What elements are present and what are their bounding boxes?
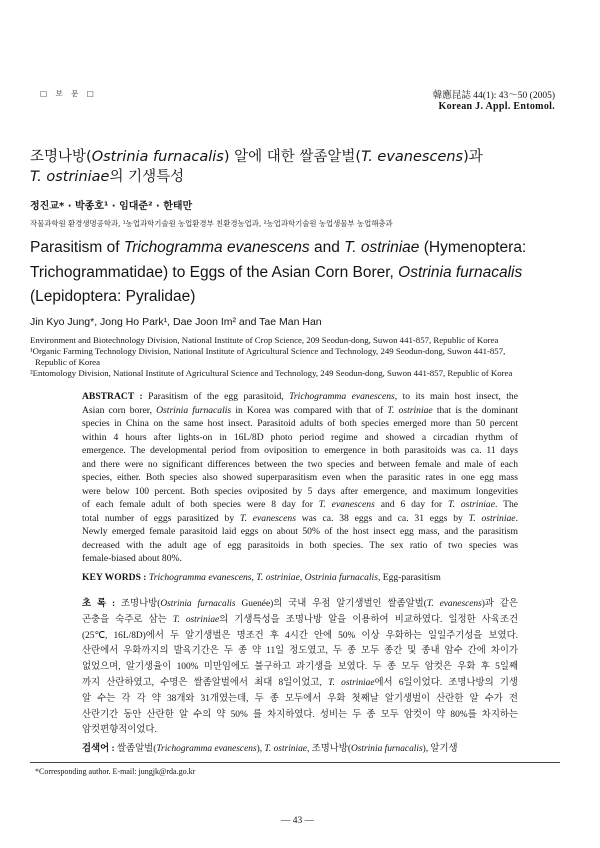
text-run: Parasitism of — [30, 239, 124, 256]
english-affiliations-line — [30, 368, 560, 379]
text-run: , — [299, 572, 305, 583]
text-run: (25℃, 16L/8D)에서 두 알기생벌은 명조건 후 4시간 안에 50% 이상 우화하는 일일주기성을 보였다. — [82, 630, 518, 641]
italic-term: T. evanescens — [426, 599, 482, 609]
page-number: — 43 — — [280, 816, 315, 826]
english-title-line — [30, 261, 565, 286]
text-run: , 조명나방( — [306, 744, 351, 754]
text-run: species in China on the same host insect. Parasitoid adults of both species emerged more than 50 percent — [82, 418, 518, 429]
italic-term: T. evanescens — [239, 512, 296, 524]
english-abstract-line — [82, 552, 518, 566]
italic-term: T. ostriniae — [447, 499, 495, 510]
english-keywords-line — [82, 571, 518, 585]
text-run: was ca. 38 eggs and ca. 31 eggs by — [295, 512, 469, 524]
korean-abstract-line — [82, 597, 518, 613]
heading-label: 검색어 : — [82, 744, 117, 754]
italic-term: Ostrinia furnacalis — [156, 404, 232, 416]
text-run: female-biased about 80%. — [82, 553, 182, 564]
text-run: , — [251, 572, 257, 583]
text-run: 의 기생특성 — [109, 169, 185, 185]
italic-term: T. ostriniae — [387, 404, 433, 416]
italic-term: Trichogramma evanescens — [289, 391, 395, 402]
text-run: emergence. The developmental period from oviposition to emergence in both parasitoids was ca. 11 days — [82, 445, 518, 456]
english-abstract-line — [82, 444, 518, 458]
text-run: 알 수는 각 각 약 38개와 31개였는데, 두 종 모두에서 우화 첫째날 알기생벌이 산란한 알 수가 전 — [82, 693, 518, 704]
english-abstract-line — [82, 485, 518, 499]
text-run: total number of eggs parasitized by — [82, 512, 240, 524]
korean-title-line — [30, 147, 570, 167]
text-run: that is the dominant — [432, 404, 518, 416]
english-abstract-line — [82, 417, 518, 431]
italic-term: T. ostriniae — [30, 169, 110, 185]
korean-abstract-line — [82, 644, 518, 660]
text-run: , Egg-parasitism — [377, 572, 441, 583]
english-title-line — [30, 285, 565, 310]
heading-label: 초 록 : — [82, 599, 121, 609]
text-run: in Korea was compared with that of — [231, 404, 388, 416]
italic-term: Ostrinia furnacalis — [160, 599, 236, 609]
text-run: of each female adult of both species were 8 day for — [82, 499, 319, 510]
italic-term: Trichogramma evanescens — [123, 239, 310, 256]
text-run: 조명나방( — [30, 149, 92, 165]
english-abstract-line — [82, 498, 518, 512]
text-run: 산란기간 동안 산란한 알 수의 약 50% 를 차지하였다. 성비는 두 종 모두 암컷이 약 80%를 차지하는 — [82, 709, 518, 720]
english-affiliations-line — [30, 346, 560, 357]
text-run: Environment and Biotechnology Division, National Institute of Crop Science, 209 Seodun-dong, Suwon 441-857, Republic of Korea — [30, 335, 499, 345]
italic-term: T. ostriniae — [344, 239, 420, 256]
text-run: and there were no significant differences between the two species and between female and male of each — [82, 458, 518, 470]
text-run: )과 같은 — [481, 599, 518, 609]
korean-abstract — [82, 597, 518, 739]
italic-term: Ostrinia furnacalis — [351, 744, 423, 754]
italic-term: Ostrinia furnacalis — [398, 263, 523, 281]
korean-keywords — [82, 742, 518, 757]
english-abstract-line — [82, 390, 518, 404]
italic-term: T. ostriniae — [468, 512, 516, 524]
english-affiliations-line — [30, 357, 560, 368]
english-authors: Jin Kyo Jung*, Jong Ho Park¹, Dae Joon Im² and Tae Man Han — [30, 316, 322, 328]
text-run: 까지 산란하였고, 수명은 쌀좀알벌에서 최대 8일이었고, — [82, 677, 329, 688]
text-run: 조명나방( — [121, 599, 161, 609]
italic-term: T. evanescens — [318, 499, 375, 510]
text-run: ), 알기생 — [422, 744, 458, 754]
english-abstract-line — [82, 471, 518, 485]
italic-term: T. ostriniae — [328, 677, 375, 688]
korean-abstract-line — [82, 723, 518, 739]
text-run: ), — [256, 744, 265, 754]
korean-abstract-line — [82, 708, 518, 724]
text-run: ¹Organic Farming Technology Division, National Institute of Agricultural Science and Technology, 249 Seodun-dong, Suwon 441-857, — [30, 346, 506, 356]
english-abstract-line — [82, 458, 518, 472]
korean-abstract-line — [82, 692, 518, 708]
italic-term: T. evanescens — [361, 149, 464, 165]
english-abstract-line — [82, 512, 518, 526]
text-run: decreased with the adult age of egg parasitoids in both species. The sex ratio of two species was — [82, 539, 518, 551]
korean-abstract-line — [82, 629, 518, 645]
section-label: □ 보 문 □ — [40, 89, 97, 98]
text-run: Asian corn borer, — [82, 404, 157, 416]
korean-abstract-line — [82, 676, 518, 692]
heading-label: KEY WORDS : — [82, 572, 149, 583]
text-run: . The — [494, 499, 519, 510]
english-title-line — [30, 236, 565, 261]
text-run: Republic of Korea — [35, 357, 100, 367]
text-run: ) 알에 대한 쌀좀알벌( — [223, 149, 362, 165]
italic-term: T. ostriniae — [172, 614, 220, 625]
text-run: ²Entomology Division, National Institute of Agricultural Science and Technology, 249 Seodun-dong, Suwon 441-857, Republic of Korea — [30, 368, 513, 378]
text-run: Trichogrammatidae) to Eggs of the Asian Corn Borer, — [30, 263, 399, 281]
text-run: and 6 day for — [374, 499, 448, 510]
text-run: (Lepidoptera: Pyralidae) — [30, 288, 196, 305]
italic-term: Trichogramma evanescens — [148, 572, 252, 583]
italic-term: Trichogramma evanescens — [156, 744, 257, 754]
text-run: 산란에서 우화까지의 발육기간은 두 종 약 11일 정도였고, 두 종 모두 종간 및 종내 암수 간에 차이가 — [82, 646, 518, 657]
italic-term: T. ostriniae — [264, 744, 307, 754]
text-run: 곤충을 숙주로 삼는 — [82, 614, 173, 625]
text-run: 암컷편향적이었다. — [82, 725, 157, 736]
text-run: 쌀좀알벌( — [116, 744, 157, 754]
text-run: Newly emerged female parasitoid laid eggs on about 50% of the host insect egg mass, and the parasitism — [82, 526, 518, 537]
text-run: )과 — [463, 149, 483, 165]
english-abstract-line — [82, 404, 518, 418]
english-affiliations — [30, 335, 560, 379]
english-abstract-line — [82, 525, 518, 539]
text-run: . — [515, 512, 518, 524]
korean-authors: 정진교* · 박종호¹ · 임대준² · 한태만 — [30, 201, 193, 212]
heading-label: ABSTRACT : — [82, 391, 149, 402]
corresponding-author-footnote: *Corresponding author. E-mail: jungjk@rda.go.kr — [35, 767, 196, 776]
text-run: within 4 hours after lights-on in 16L/8D photo period regime and showed a circadian rhythm of — [82, 431, 518, 443]
english-abstract — [82, 390, 518, 566]
korean-title-line — [30, 167, 570, 187]
text-run: , to its main host insect, the — [394, 391, 518, 402]
text-run: (Hymenoptera: — [419, 239, 527, 256]
italic-term: T. ostriniae — [256, 572, 300, 583]
journal-name: Korean J. Appl. Entomol. — [438, 101, 555, 112]
text-run: Parasitism of the egg parasitoid, — [148, 391, 290, 402]
english-abstract-line — [82, 539, 518, 553]
text-run: Guenée)의 국내 우점 알기생벌인 쌀좀알벌( — [235, 599, 427, 609]
text-run: 없었으며, 알기생율이 100% 미만임에도 불구하고 과기생을 보였다. 두 종 모두 암컷은 우화 후 5일째 — [82, 662, 518, 673]
english-affiliations-line — [30, 335, 560, 346]
korean-affiliations: 작물과학원 환경생명공학과, ¹농업과학기술원 농업환경부 친환경농업과, ²농업과학기술원 농업생물부 농업해충과 — [30, 219, 393, 228]
korean-keywords-line — [82, 742, 518, 757]
text-run: were below 100 percent. Both species oviposited by 5 days after emergence, and maximum longevities — [82, 485, 518, 497]
english-title — [30, 236, 565, 310]
korean-abstract-line — [82, 660, 518, 676]
text-run: 의 기생특성을 조명나방 알을 이용하여 비교하였다. 일정한 사육조건 — [219, 614, 518, 625]
text-run: 에서 6일이었다. 조명나방의 기생 — [374, 677, 518, 688]
italic-term: Ostrinia furnacalis — [304, 572, 378, 583]
english-keywords — [82, 571, 518, 585]
italic-term: Ostrinia furnacalis — [91, 149, 224, 165]
journal-reference: 韓應昆誌 44(1): 43～50 (2005) — [432, 91, 555, 101]
korean-title — [30, 147, 570, 187]
text-run: species, either. Both species also showed superparasitism even when the parasitic rates in one egg mass — [82, 472, 518, 483]
korean-abstract-line — [82, 613, 518, 629]
footnote-rule — [30, 762, 560, 763]
english-abstract-line — [82, 431, 518, 445]
text-run: and — [309, 239, 345, 256]
